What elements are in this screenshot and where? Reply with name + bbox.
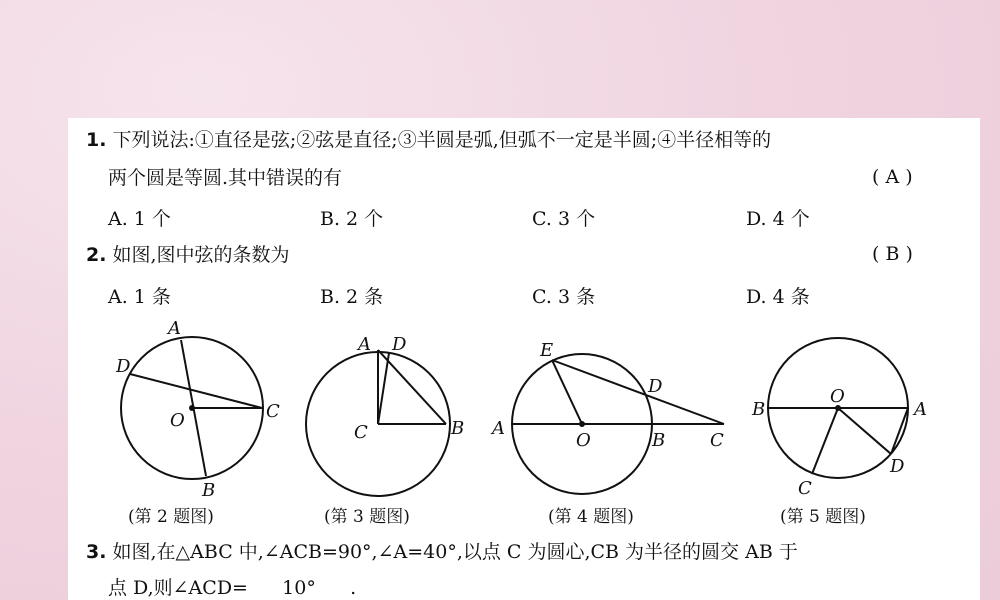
question-3-period: . <box>350 577 357 599</box>
figure-question-3 <box>300 320 480 500</box>
fig4-label-c: C <box>710 430 724 451</box>
question-2-text: 如图,图中弦的条数为 <box>112 244 290 266</box>
question-1-option-c: C. 3 个 <box>532 208 596 230</box>
question-2-option-d: D. 4 条 <box>746 286 810 308</box>
question-1-option-d: D. 4 个 <box>746 208 810 230</box>
fig4-label-o: O <box>576 430 591 451</box>
question-1-line-1 <box>86 128 771 152</box>
question-3-line-2 <box>108 576 356 600</box>
fig3-label-c: C <box>354 422 368 443</box>
question-2-answer: ( B ) <box>872 243 913 265</box>
figure-question-5 <box>750 320 940 500</box>
question-3-number: 3. <box>86 541 107 563</box>
fig4-label-b: B <box>652 430 666 451</box>
question-1-number: 1. <box>86 129 107 151</box>
fig3-label-d: D <box>392 334 407 355</box>
fig5-radius-od <box>838 408 891 454</box>
question-2-option-b: B. 2 条 <box>320 286 384 308</box>
question-1-option-a: A. 1 个 <box>108 208 171 230</box>
fig2-label-b: B <box>202 480 216 500</box>
question-1-text-1: 下列说法:①直径是弦;②弦是直径;③半圆是弧,但弧不一定是半圆;④半径相等的 <box>112 129 772 151</box>
fig4-center-dot <box>579 421 585 427</box>
figure-5-caption: (第 5 题图) <box>780 507 866 527</box>
figure-question-4 <box>488 320 738 500</box>
fig2-label-a: A <box>168 320 181 339</box>
fig2-center-dot <box>189 405 195 411</box>
question-1-answer: ( A ) <box>872 166 913 188</box>
fig5-label-d: D <box>890 456 905 477</box>
fig4-label-d: D <box>648 376 663 397</box>
question-3-text-1: 如图,在△ABC 中,∠ACB=90°,∠A=40°,以点 C 为圆心,CB 为半径的圆交 AB 于 <box>112 541 798 563</box>
fig2-label-c: C <box>266 401 280 422</box>
fig3-segment-cd <box>378 353 389 424</box>
figure-question-2 <box>108 320 298 500</box>
question-2-number: 2. <box>86 244 107 266</box>
fig5-radius-oc <box>812 408 838 474</box>
fig5-label-a: A <box>914 399 927 420</box>
question-2-line <box>86 243 290 267</box>
fig5-label-c: C <box>798 478 812 499</box>
question-3-answer: 10° <box>282 577 316 599</box>
fig4-label-e: E <box>540 340 554 361</box>
fig5-label-o: O <box>830 386 845 407</box>
fig2-label-d: D <box>116 356 131 377</box>
question-3-line-1 <box>86 540 798 564</box>
question-1-option-b: B. 2 个 <box>320 208 384 230</box>
question-2-option-a: A. 1 条 <box>108 286 171 308</box>
question-2-option-c: C. 3 条 <box>532 286 596 308</box>
fig5-chord-ad <box>891 408 908 454</box>
fig5-label-b: B <box>752 399 766 420</box>
fig3-label-a: A <box>358 334 371 355</box>
fig3-label-b: B <box>451 418 465 439</box>
figure-3-caption: (第 3 题图) <box>324 507 410 527</box>
question-1-line-2: 两个圆是等圆.其中错误的有 <box>108 167 343 189</box>
figure-4-caption: (第 4 题图) <box>548 507 634 527</box>
fig2-label-o: O <box>170 410 185 431</box>
figure-2-caption: (第 2 题图) <box>128 507 214 527</box>
fig2-chord-dc <box>130 374 262 408</box>
question-3-text-2: 点 D,则∠ACD= <box>108 577 248 599</box>
fig4-label-a: A <box>492 418 505 439</box>
